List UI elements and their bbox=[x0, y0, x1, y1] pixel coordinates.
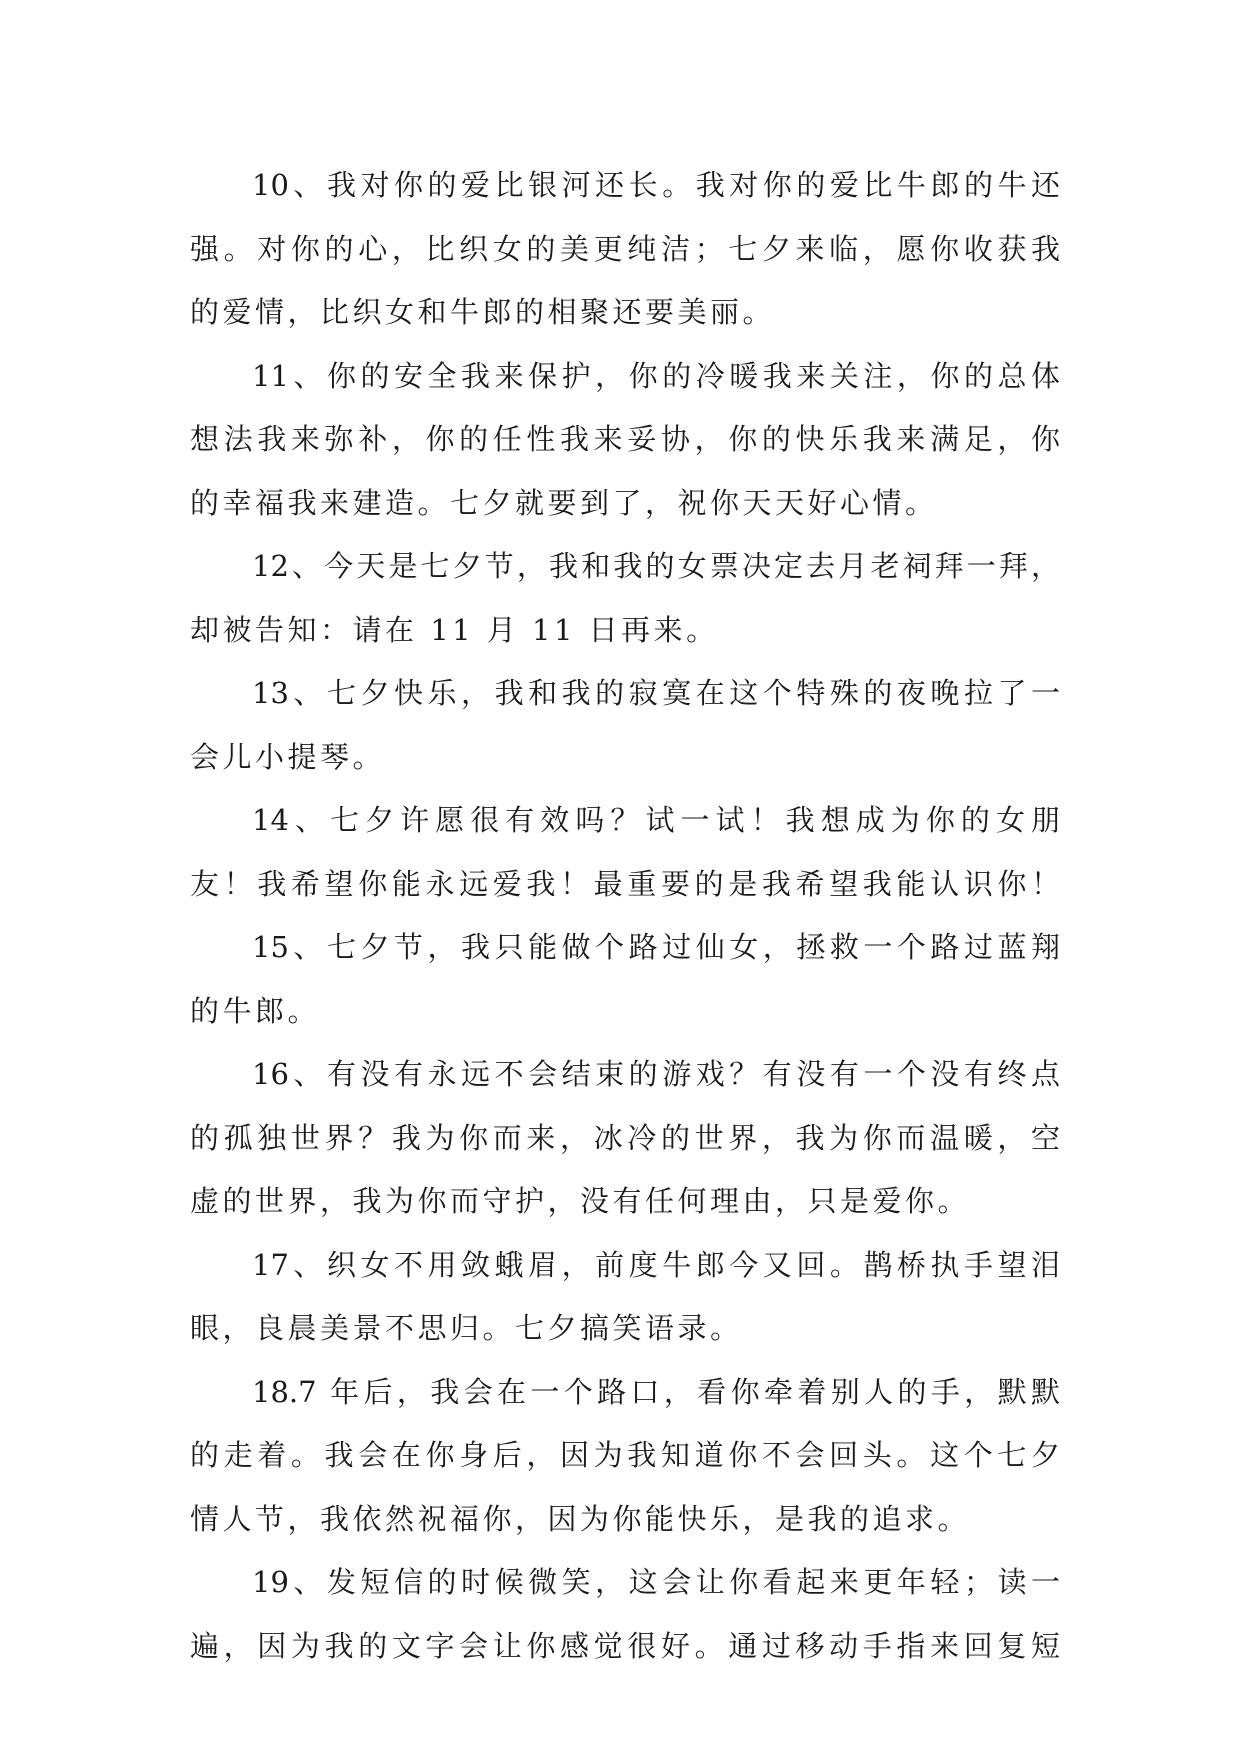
paragraph-line: 遍，因为我的文字会让你感觉很好。通过移动手指来回复短 bbox=[190, 1628, 1060, 1663]
paragraph-line: 的爱情，比织女和牛郎的相聚还要美丽。 bbox=[190, 295, 776, 329]
paragraph-16 bbox=[190, 1043, 1060, 1234]
paragraph-line: 会儿小提琴。 bbox=[190, 739, 386, 774]
paragraph-17 bbox=[190, 1234, 1060, 1361]
paragraph-line: 的幸福我来建造。七夕就要到了，祝你天天好心情。 bbox=[190, 485, 938, 520]
paragraph-line: 17、织女不用敛蛾眉，前度牛郎今又回。鹊桥执手望泪 bbox=[252, 1247, 1060, 1282]
document-body bbox=[190, 154, 1060, 1678]
paragraph-line: 19、发短信的时候微笑，这会让你看起来更年轻；读一 bbox=[252, 1565, 1060, 1599]
paragraph-14 bbox=[190, 789, 1060, 916]
paragraph-line: 12、今天是七夕节，我和我的女票决定去月老祠拜一拜， bbox=[252, 549, 1060, 583]
paragraph-line: 的走着。我会在你身后，因为我知道你不会回头。这个七夕 bbox=[190, 1438, 1060, 1472]
paragraph-13 bbox=[190, 662, 1060, 789]
paragraph-19 bbox=[190, 1551, 1060, 1678]
paragraph-10 bbox=[190, 154, 1060, 345]
paragraph-15 bbox=[190, 916, 1060, 1043]
paragraph-11 bbox=[190, 345, 1060, 536]
paragraph-line: 眼，良晨美景不思归。七夕搞笑语录。 bbox=[190, 1311, 743, 1345]
paragraph-line: 13、七夕快乐，我和我的寂寞在这个特殊的夜晚拉了一 bbox=[252, 676, 1060, 710]
paragraph-line: 16、有没有永远不会结束的游戏？有没有一个没有终点 bbox=[252, 1057, 1060, 1091]
paragraph-line: 的牛郎。 bbox=[190, 993, 321, 1028]
paragraph-line: 友！我希望你能永远爱我！最重要的是我希望我能认识你！ bbox=[190, 866, 1060, 901]
paragraph-line: 却被告知：请在 11 月 11 日再来。 bbox=[190, 612, 719, 647]
paragraph-line: 14、七夕许愿很有效吗？试一试！我想成为你的女朋 bbox=[252, 803, 1060, 837]
paragraph-line: 18.7 年后，我会在一个路口，看你牵着别人的手，默默 bbox=[252, 1374, 1060, 1409]
paragraph-line: 11、你的安全我来保护，你的冷暖我来关注，你的总体 bbox=[252, 358, 1060, 393]
paragraph-12 bbox=[190, 535, 1060, 662]
paragraph-line: 强。对你的心，比织女的美更纯洁；七夕来临，愿你收获我 bbox=[190, 231, 1060, 266]
paragraph-line: 的孤独世界？我为你而来，冰冷的世界，我为你而温暖，空 bbox=[190, 1120, 1060, 1155]
paragraph-line: 情人节，我依然祝福你，因为你能快乐，是我的追求。 bbox=[190, 1501, 971, 1536]
paragraph-line: 虚的世界，我为你而守护，没有任何理由，只是爱你。 bbox=[190, 1184, 971, 1218]
paragraph-18 bbox=[190, 1361, 1060, 1552]
paragraph-line: 想法我来弥补，你的任性我来妥协，你的快乐我来满足，你 bbox=[190, 422, 1060, 456]
paragraph-line: 15、七夕节，我只能做个路过仙女，拯救一个路过蓝翔 bbox=[252, 930, 1060, 964]
paragraph-line: 10、我对你的爱比银河还长。我对你的爱比牛郎的牛还 bbox=[252, 168, 1060, 202]
